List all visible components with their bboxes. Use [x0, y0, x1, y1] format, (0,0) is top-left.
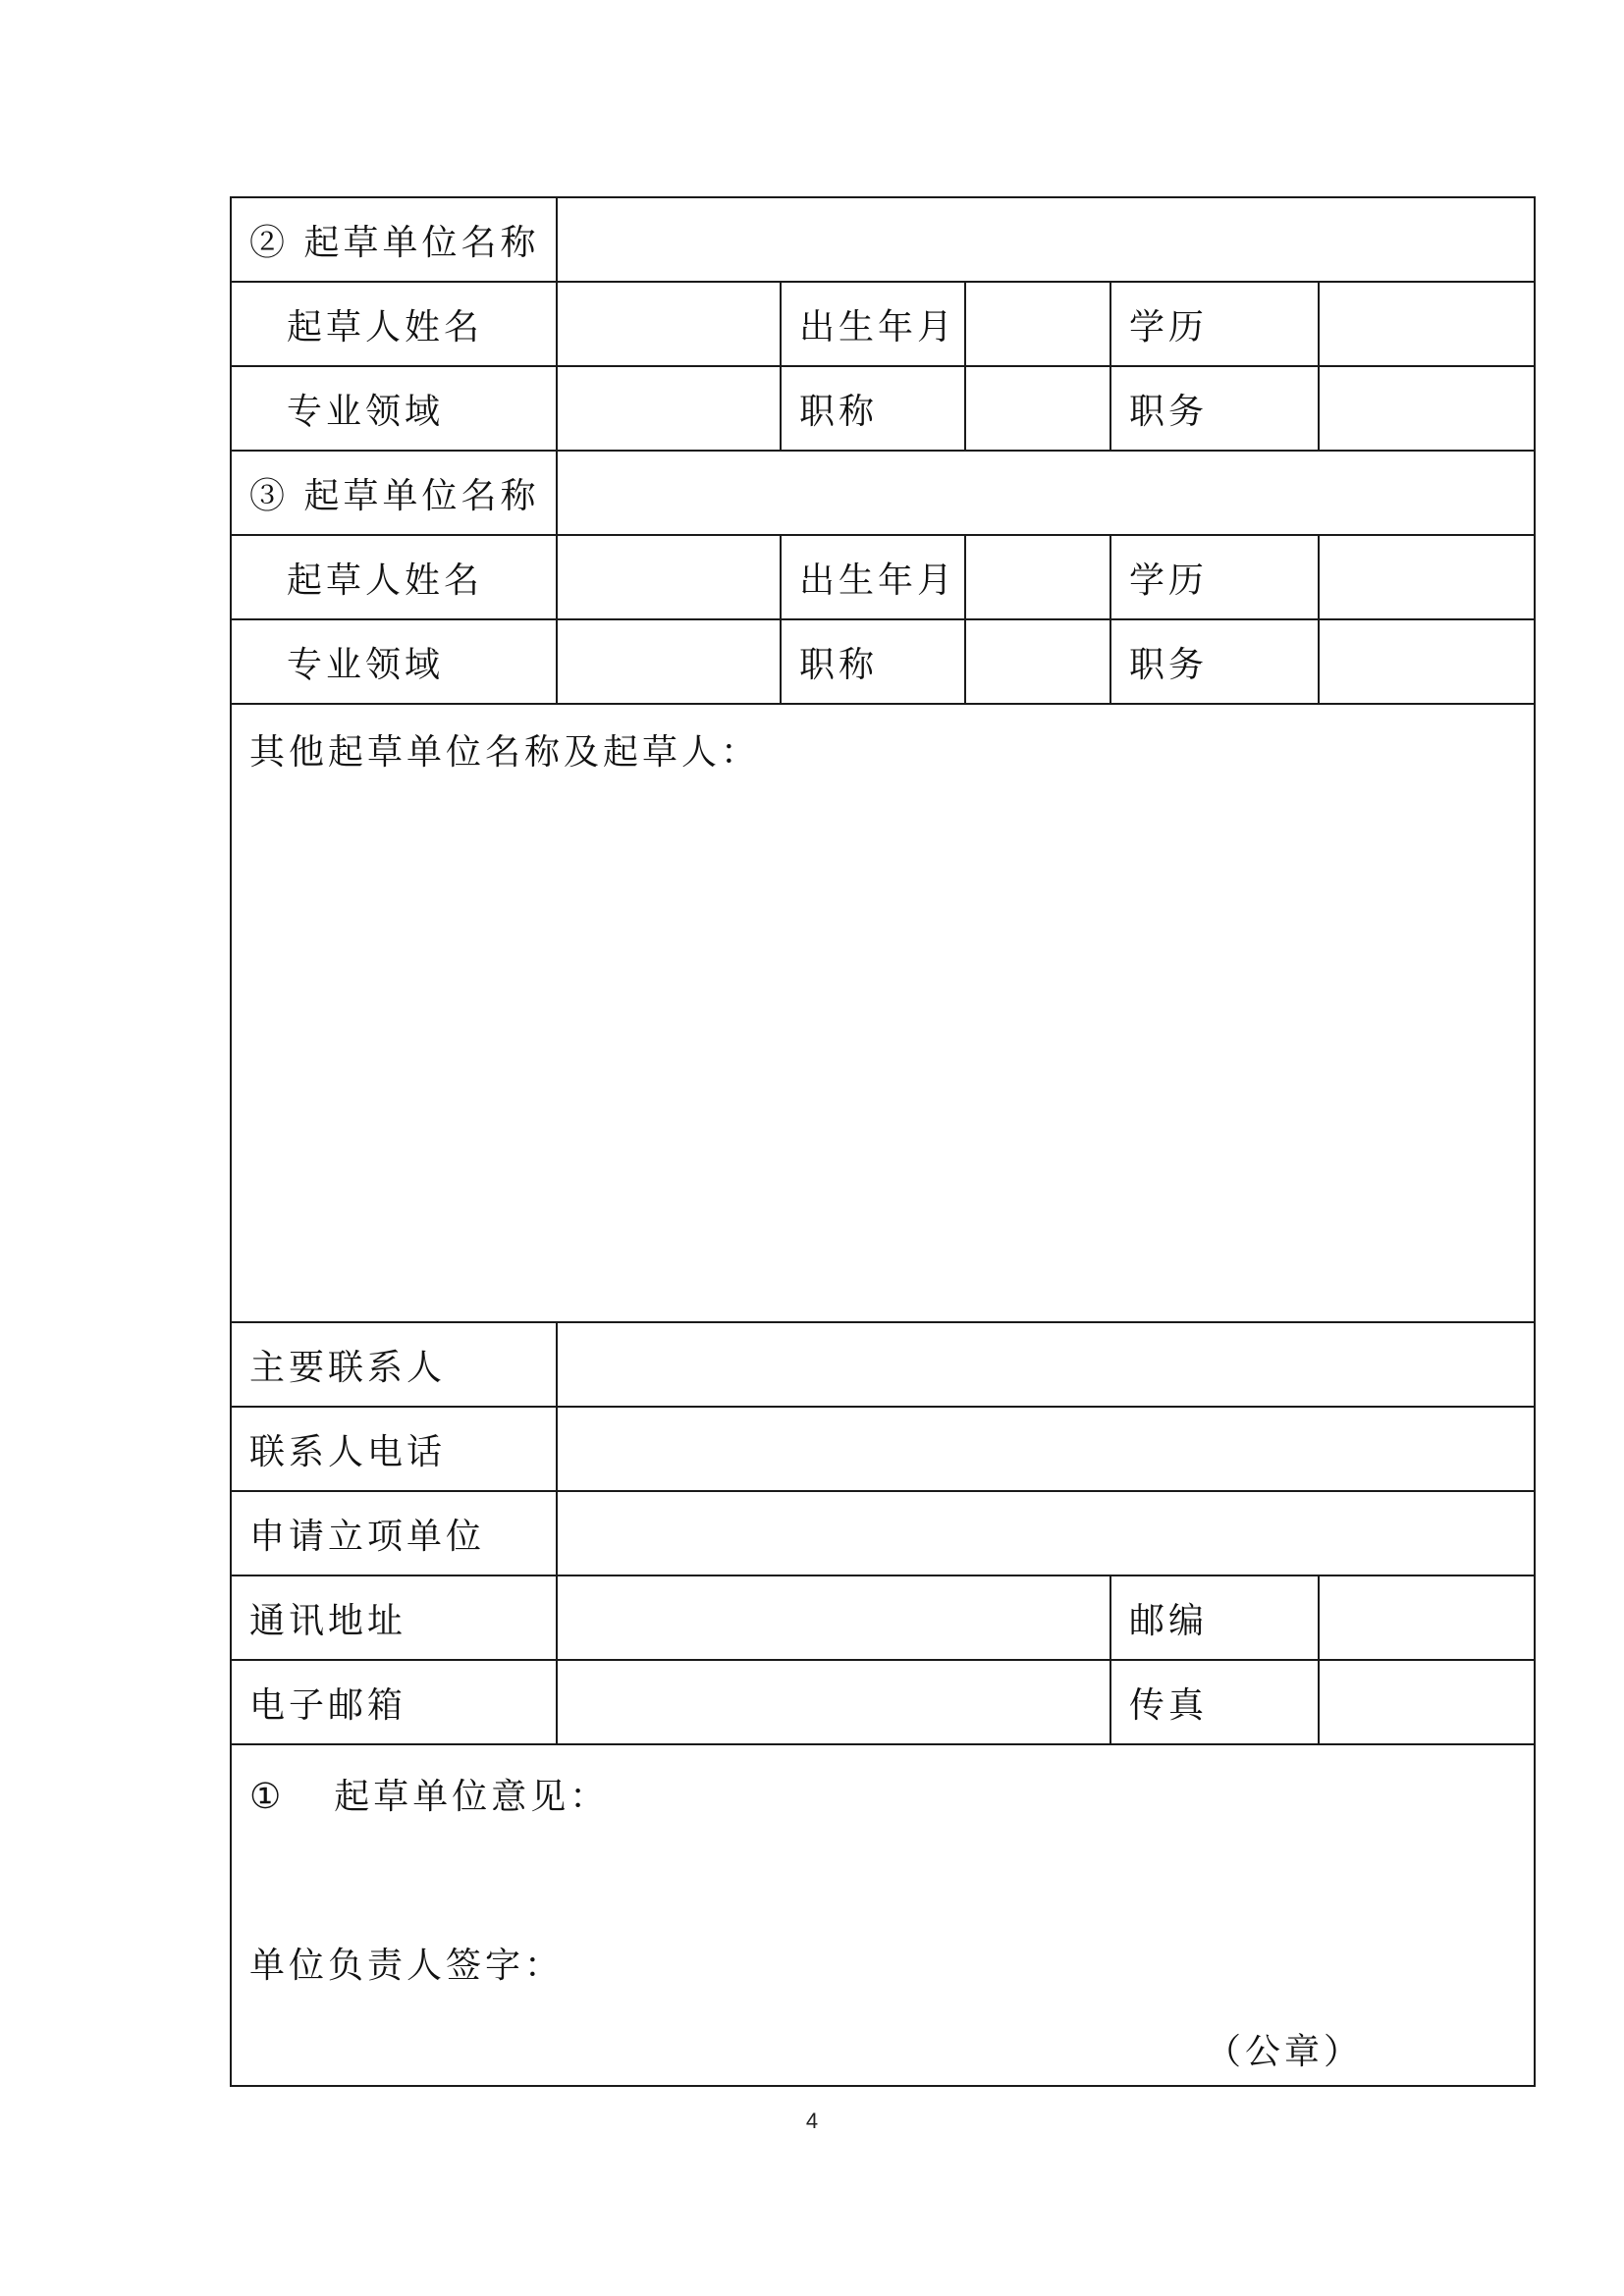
- unit3-pro-title-label: 职称: [781, 619, 965, 704]
- unit2-drafter-name-label: 起草人姓名: [231, 282, 557, 366]
- postcode-label: 邮编: [1110, 1575, 1319, 1660]
- unit2-title-row: [231, 197, 1535, 282]
- unit2-education-value[interactable]: [1319, 282, 1535, 366]
- other-units-cell[interactable]: [231, 704, 1535, 1322]
- unit2-title-label: ② 起草单位名称: [231, 197, 557, 282]
- email-row: [231, 1660, 1535, 1744]
- main-contact-value[interactable]: [557, 1322, 1535, 1407]
- other-units-row: [231, 704, 1535, 1322]
- unit2-field-label: 专业领域: [231, 366, 557, 451]
- unit2-drafter-name-value[interactable]: [557, 282, 781, 366]
- unit2-drafter-row: [231, 282, 1535, 366]
- signature-label: 单位负责人签字：: [249, 1946, 565, 1986]
- unit3-title-label: ③ 起草单位名称: [231, 451, 557, 535]
- unit2-pro-title-label: 职称: [781, 366, 965, 451]
- address-row: [231, 1575, 1535, 1660]
- main-contact-label: 主要联系人: [231, 1322, 557, 1407]
- unit3-drafter-name-value[interactable]: [557, 535, 781, 619]
- contact-phone-row: [231, 1407, 1535, 1491]
- contact-phone-value[interactable]: [557, 1407, 1535, 1491]
- unit2-field-row: [231, 366, 1535, 451]
- unit3-field-value[interactable]: [557, 619, 781, 704]
- unit3-pro-title-value[interactable]: [965, 619, 1110, 704]
- unit3-education-label: 学历: [1110, 535, 1319, 619]
- unit3-position-value[interactable]: [1319, 619, 1535, 704]
- unit3-position-label: 职务: [1110, 619, 1319, 704]
- fax-label: 传真: [1110, 1660, 1319, 1744]
- unit3-title-row: [231, 451, 1535, 535]
- unit2-birth-label: 出生年月: [781, 282, 965, 366]
- other-units-label: 其他起草单位名称及起草人：: [249, 732, 761, 773]
- unit3-birth-label: 出生年月: [781, 535, 965, 619]
- applicant-unit-label: 申请立项单位: [231, 1491, 557, 1575]
- unit2-position-value[interactable]: [1319, 366, 1535, 451]
- unit2-position-label: 职务: [1110, 366, 1319, 451]
- postcode-value[interactable]: [1319, 1575, 1535, 1660]
- email-value[interactable]: [557, 1660, 1110, 1744]
- unit3-field-row: [231, 619, 1535, 704]
- opinion-title: 起草单位意见：: [334, 1777, 610, 1817]
- opinion-row: [231, 1744, 1535, 2086]
- unit2-field-value[interactable]: [557, 366, 781, 451]
- opinion-heading: [249, 1769, 609, 1819]
- contact-phone-label: 联系人电话: [231, 1407, 557, 1491]
- unit2-pro-title-value[interactable]: [965, 366, 1110, 451]
- applicant-unit-value[interactable]: [557, 1491, 1535, 1575]
- opinion-number: ①: [249, 1777, 286, 1817]
- unit3-drafter-row: [231, 535, 1535, 619]
- main-contact-row: [231, 1322, 1535, 1407]
- unit2-name-value[interactable]: [557, 197, 1535, 282]
- unit3-education-value[interactable]: [1319, 535, 1535, 619]
- address-label: 通讯地址: [231, 1575, 557, 1660]
- email-label: 电子邮箱: [231, 1660, 557, 1744]
- fax-value[interactable]: [1319, 1660, 1535, 1744]
- address-value[interactable]: [557, 1575, 1110, 1660]
- seal-label: （公章）: [1206, 2032, 1364, 2072]
- unit3-drafter-name-label: 起草人姓名: [231, 535, 557, 619]
- application-form-table: [230, 196, 1536, 2087]
- unit3-birth-value[interactable]: [965, 535, 1110, 619]
- unit3-name-value[interactable]: [557, 451, 1535, 535]
- unit2-birth-value[interactable]: [965, 282, 1110, 366]
- unit3-field-label: 专业领域: [231, 619, 557, 704]
- unit2-education-label: 学历: [1110, 282, 1319, 366]
- drafting-unit-opinion-cell[interactable]: [231, 1744, 1535, 2086]
- applicant-unit-row: [231, 1491, 1535, 1575]
- page-number: 4: [805, 2109, 819, 2133]
